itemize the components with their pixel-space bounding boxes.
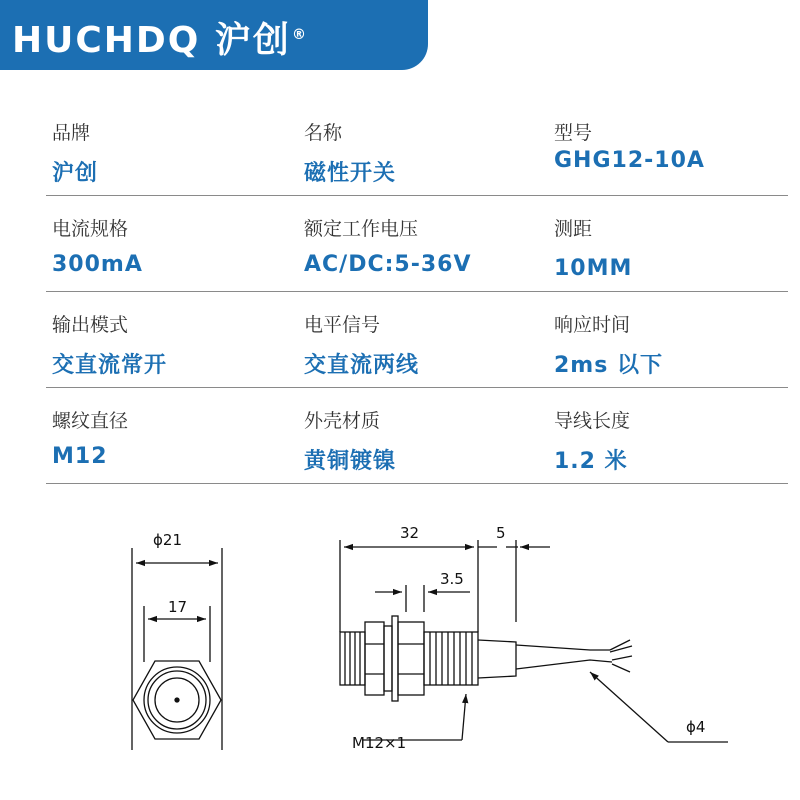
flat-width-label: 17	[168, 598, 188, 616]
spec-value: 磁性开关	[304, 161, 397, 186]
spec-label: 型号	[554, 122, 593, 144]
spec-value: 300mA	[52, 252, 143, 277]
spec-label: 名称	[304, 122, 343, 144]
spec-row	[46, 292, 788, 388]
spec-row	[46, 388, 788, 484]
spec-label: 测距	[554, 218, 593, 240]
brand-banner	[0, 0, 428, 70]
spec-label: 螺纹直径	[52, 410, 129, 432]
spec-value: AC/DC:5-36V	[304, 252, 472, 277]
body-length-label: 32	[400, 524, 420, 542]
spec-value: GHG12-10A	[554, 148, 705, 173]
dimension-drawing	[0, 490, 800, 800]
spec-label: 品牌	[52, 122, 91, 144]
cable-diameter-label: ϕ4	[686, 718, 706, 736]
spec-value: 交直流两线	[304, 353, 420, 378]
spec-table	[46, 100, 788, 484]
spec-label: 额定工作电压	[304, 218, 419, 240]
cable-offset-label: 5	[496, 524, 506, 542]
spec-value: 沪创	[52, 161, 99, 186]
spec-value: 1.2 米	[554, 449, 628, 474]
spec-label: 输出模式	[52, 314, 129, 336]
front-view	[132, 548, 222, 750]
spec-value: M12	[52, 444, 108, 469]
spec-label: 电平信号	[304, 314, 381, 336]
spec-row	[46, 100, 788, 196]
side-view	[340, 540, 728, 742]
registered-mark: ®	[291, 27, 308, 43]
thread-spec-label: M12×1	[352, 734, 407, 752]
spec-value: 黄铜镀镍	[304, 449, 397, 474]
outer-diameter-label: ϕ21	[153, 531, 182, 549]
spec-row	[46, 196, 788, 292]
spec-value: 2ms 以下	[554, 353, 663, 378]
nut-thickness-label: 3.5	[440, 570, 464, 588]
brand-logo	[12, 8, 308, 68]
spec-label: 响应时间	[554, 314, 631, 336]
logo-text: HUCHDQ 沪创	[12, 20, 291, 61]
spec-value: 10MM	[554, 256, 633, 281]
spec-label: 导线长度	[554, 410, 631, 432]
spec-label: 电流规格	[52, 218, 129, 240]
spec-label: 外壳材质	[304, 410, 381, 432]
spec-value: 交直流常开	[52, 353, 168, 378]
